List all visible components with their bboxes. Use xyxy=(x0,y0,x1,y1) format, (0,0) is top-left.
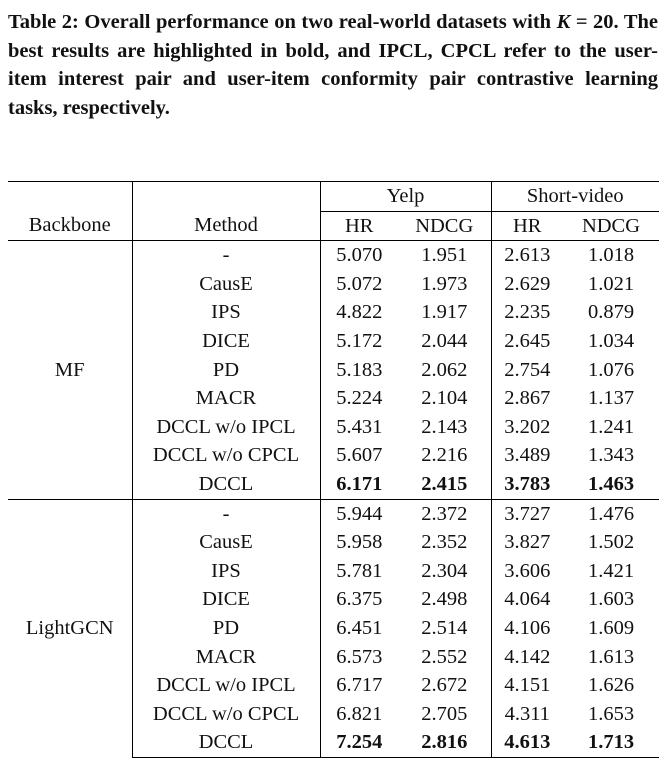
yelp-ndcg-cell: 2.372 xyxy=(398,499,491,528)
header-blank-backbone xyxy=(8,182,132,212)
header-yelp-ndcg: NDCG xyxy=(398,211,491,241)
sv-hr-cell: 4.613 xyxy=(491,728,563,757)
method-cell: PD xyxy=(132,356,320,385)
table-row xyxy=(8,241,659,270)
yelp-ndcg-cell: 2.104 xyxy=(398,384,491,413)
yelp-ndcg-cell: 2.816 xyxy=(398,728,491,757)
yelp-hr-cell: 4.822 xyxy=(336,301,383,324)
sv-ndcg-cell: 0.879 xyxy=(587,301,635,324)
sv-hr-cell: 4.151 xyxy=(504,674,551,697)
yelp-ndcg-cell: 1.951 xyxy=(398,241,491,270)
header-backbone: Backbone xyxy=(8,211,132,241)
method-cell: PD xyxy=(132,614,320,643)
yelp-hr-cell: 6.171 xyxy=(336,472,383,495)
yelp-hr-cell: 5.224 xyxy=(336,387,383,410)
sv-hr-cell: 3.489 xyxy=(504,444,551,467)
sv-ndcg-cell: 1.713 xyxy=(563,728,659,757)
yelp-ndcg-cell: 2.044 xyxy=(398,327,491,356)
method-cell: DCCL w/o IPCL xyxy=(132,413,320,442)
header-row-datasets xyxy=(8,182,659,212)
sv-hr-cell: 4.064 xyxy=(504,588,551,611)
yelp-ndcg-cell: 1.917 xyxy=(398,298,491,327)
header-yelp-hr: HR xyxy=(320,211,398,241)
sv-ndcg-cell: 1.034 xyxy=(587,329,635,352)
sv-ndcg-cell: 1.021 xyxy=(587,272,635,295)
yelp-hr-cell: 5.070 xyxy=(336,244,383,267)
backbone-cell: MF xyxy=(8,241,132,499)
table-body xyxy=(8,241,659,758)
backbone-cell: LightGCN xyxy=(8,499,132,757)
method-cell: DCCL w/o CPCL xyxy=(132,441,320,470)
sv-ndcg-cell: 1.463 xyxy=(587,472,635,495)
sv-hr-cell: 3.727 xyxy=(491,499,563,528)
sv-hr-cell: 2.629 xyxy=(504,272,551,295)
method-cell: DCCL xyxy=(132,470,320,499)
yelp-hr-cell: 7.254 xyxy=(320,728,398,757)
sv-ndcg-cell: 1.476 xyxy=(563,499,659,528)
sv-ndcg-cell: 1.076 xyxy=(587,358,635,381)
caption-part2: = 20. The best results are highlighted in bold, and IPCL, CPCL refer to the user-item interest pair and user-item conformity pair contrastive learning tasks, respectively. xyxy=(8,11,658,119)
yelp-ndcg-cell: 1.973 xyxy=(398,270,491,299)
method-cell: DICE xyxy=(132,327,320,356)
results-table xyxy=(8,181,659,758)
method-cell: DCCL xyxy=(132,728,320,757)
sv-ndcg-cell: 1.018 xyxy=(587,244,635,267)
yelp-hr-cell: 5.431 xyxy=(336,415,383,438)
sv-hr-cell: 4.142 xyxy=(504,645,551,668)
yelp-ndcg-cell: 2.672 xyxy=(398,671,491,700)
sv-ndcg-cell: 1.241 xyxy=(587,415,635,438)
yelp-ndcg-cell: 2.216 xyxy=(398,441,491,470)
header-method: Method xyxy=(132,211,320,241)
yelp-hr-cell: 5.781 xyxy=(336,559,383,582)
method-cell: - xyxy=(132,241,320,270)
yelp-hr-cell: 5.072 xyxy=(336,272,383,295)
sv-hr-cell: 2.613 xyxy=(504,244,551,267)
yelp-hr-cell: 5.607 xyxy=(336,444,383,467)
sv-hr-cell: 2.867 xyxy=(504,387,551,410)
yelp-ndcg-cell: 2.498 xyxy=(398,585,491,614)
yelp-ndcg-cell: 2.062 xyxy=(398,356,491,385)
sv-hr-cell: 3.827 xyxy=(504,531,551,554)
yelp-hr-cell: 6.375 xyxy=(336,588,383,611)
sv-hr-cell: 4.311 xyxy=(504,702,550,725)
sv-ndcg-cell: 1.609 xyxy=(587,616,635,639)
sv-ndcg-cell: 1.421 xyxy=(587,559,635,582)
sv-ndcg-cell: 1.343 xyxy=(587,444,635,467)
yelp-ndcg-cell: 2.415 xyxy=(398,470,491,499)
table-caption xyxy=(8,8,658,122)
method-cell: MACR xyxy=(132,384,320,413)
sv-ndcg-cell: 1.613 xyxy=(587,645,635,668)
method-cell: CausE xyxy=(132,270,320,299)
method-cell: IPS xyxy=(132,557,320,586)
sv-hr-cell: 4.106 xyxy=(504,616,551,639)
method-cell: DCCL w/o IPCL xyxy=(132,671,320,700)
yelp-ndcg-cell: 2.705 xyxy=(398,700,491,729)
yelp-ndcg-cell: 2.352 xyxy=(398,528,491,557)
yelp-hr-cell: 6.573 xyxy=(336,645,383,668)
yelp-hr-cell: 6.451 xyxy=(336,616,383,639)
header-blank-method xyxy=(132,182,320,212)
method-cell: MACR xyxy=(132,643,320,672)
yelp-ndcg-cell: 2.552 xyxy=(398,643,491,672)
yelp-hr-cell: 5.944 xyxy=(320,499,398,528)
header-sv-ndcg: NDCG xyxy=(563,211,659,241)
caption-part1: Table 2: Overall performance on two real-world datasets with xyxy=(8,11,557,33)
yelp-hr-cell: 5.183 xyxy=(336,358,383,381)
sv-hr-cell: 3.606 xyxy=(504,559,551,582)
sv-hr-cell: 3.202 xyxy=(504,415,551,438)
sv-ndcg-cell: 1.137 xyxy=(587,387,635,410)
caption-variable: K xyxy=(556,11,571,33)
yelp-ndcg-cell: 2.304 xyxy=(398,557,491,586)
sv-ndcg-cell: 1.502 xyxy=(587,531,635,554)
header-sv-hr: HR xyxy=(491,211,563,241)
table-row xyxy=(8,499,659,528)
yelp-ndcg-cell: 2.143 xyxy=(398,413,491,442)
method-cell: DCCL w/o CPCL xyxy=(132,700,320,729)
yelp-hr-cell: 5.958 xyxy=(336,531,383,554)
header-row-metrics xyxy=(8,211,659,241)
yelp-hr-cell: 6.821 xyxy=(336,702,383,725)
header-dataset-short-video: Short-video xyxy=(491,182,659,212)
sv-hr-cell: 3.783 xyxy=(504,472,551,495)
sv-ndcg-cell: 1.603 xyxy=(587,588,635,611)
sv-hr-cell: 2.754 xyxy=(504,358,551,381)
yelp-hr-cell: 6.717 xyxy=(336,674,383,697)
method-cell: IPS xyxy=(132,298,320,327)
method-cell: CausE xyxy=(132,528,320,557)
method-cell: - xyxy=(132,499,320,528)
yelp-hr-cell: 5.172 xyxy=(336,329,383,352)
header-dataset-yelp: Yelp xyxy=(320,182,491,212)
sv-hr-cell: 2.645 xyxy=(504,329,551,352)
sv-ndcg-cell: 1.653 xyxy=(587,702,635,725)
sv-hr-cell: 2.235 xyxy=(504,301,551,324)
method-cell: DICE xyxy=(132,585,320,614)
yelp-ndcg-cell: 2.514 xyxy=(398,614,491,643)
sv-ndcg-cell: 1.626 xyxy=(587,674,635,697)
